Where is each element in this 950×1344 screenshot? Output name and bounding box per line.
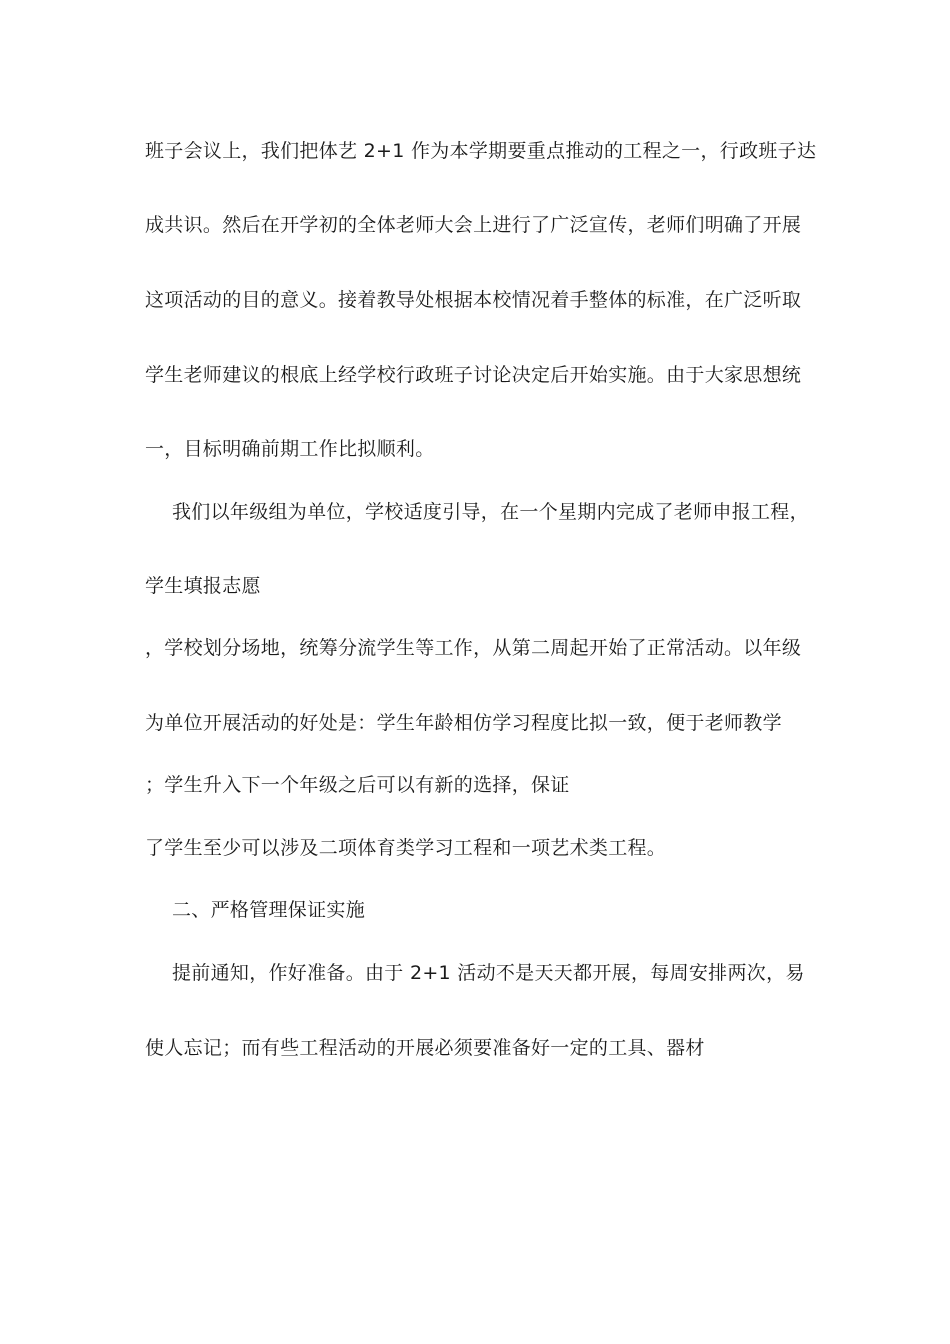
paragraph-line-1: 班子会议上，我们把体艺 2+1 作为本学期要重点推动的工程之一，行政班子达 xyxy=(145,140,817,162)
paragraph-line-12: 提前通知，作好准备。由于 2+1 活动不是天天都开展，每周安排两次，易 xyxy=(172,962,805,984)
paragraph-line-13: 使人忘记；而有些工程活动的开展必须要准备好一定的工具、器材 xyxy=(145,1037,705,1059)
paragraph-line-4: 学生老师建议的根底上经学校行政班子讨论决定后开始实施。由于大家思想统 xyxy=(145,364,802,386)
paragraph-line-3: 这项活动的目的意义。接着教导处根据本校情况着手整体的标准，在广泛听取 xyxy=(145,289,802,311)
paragraph-line-2: 成共识。然后在开学初的全体老师大会上进行了广泛宣传，老师们明确了开展 xyxy=(145,214,802,236)
paragraph-line-10: ；学生升入下一个年级之后可以有新的选择，保证 xyxy=(145,774,570,796)
paragraph-line-8: ，学校划分场地，统筹分流学生等工作，从第二周起开始了正常活动。以年级 xyxy=(145,637,802,659)
paragraph-line-9: 为单位开展活动的好处是：学生年龄相仿学习程度比拟一致，便于老师教学 xyxy=(145,712,782,734)
paragraph-line-11: 了学生至少可以涉及二项体育类学习工程和一项艺术类工程。 xyxy=(145,837,667,859)
section-heading: 二、严格管理保证实施 xyxy=(172,899,366,921)
paragraph-line-6: 我们以年级组为单位，学校适度引导，在一个星期内完成了老师申报工程， xyxy=(172,501,809,523)
paragraph-line-5: 一，目标明确前期工作比拟顺利。 xyxy=(145,438,435,460)
paragraph-line-7: 学生填报志愿 xyxy=(145,575,261,597)
